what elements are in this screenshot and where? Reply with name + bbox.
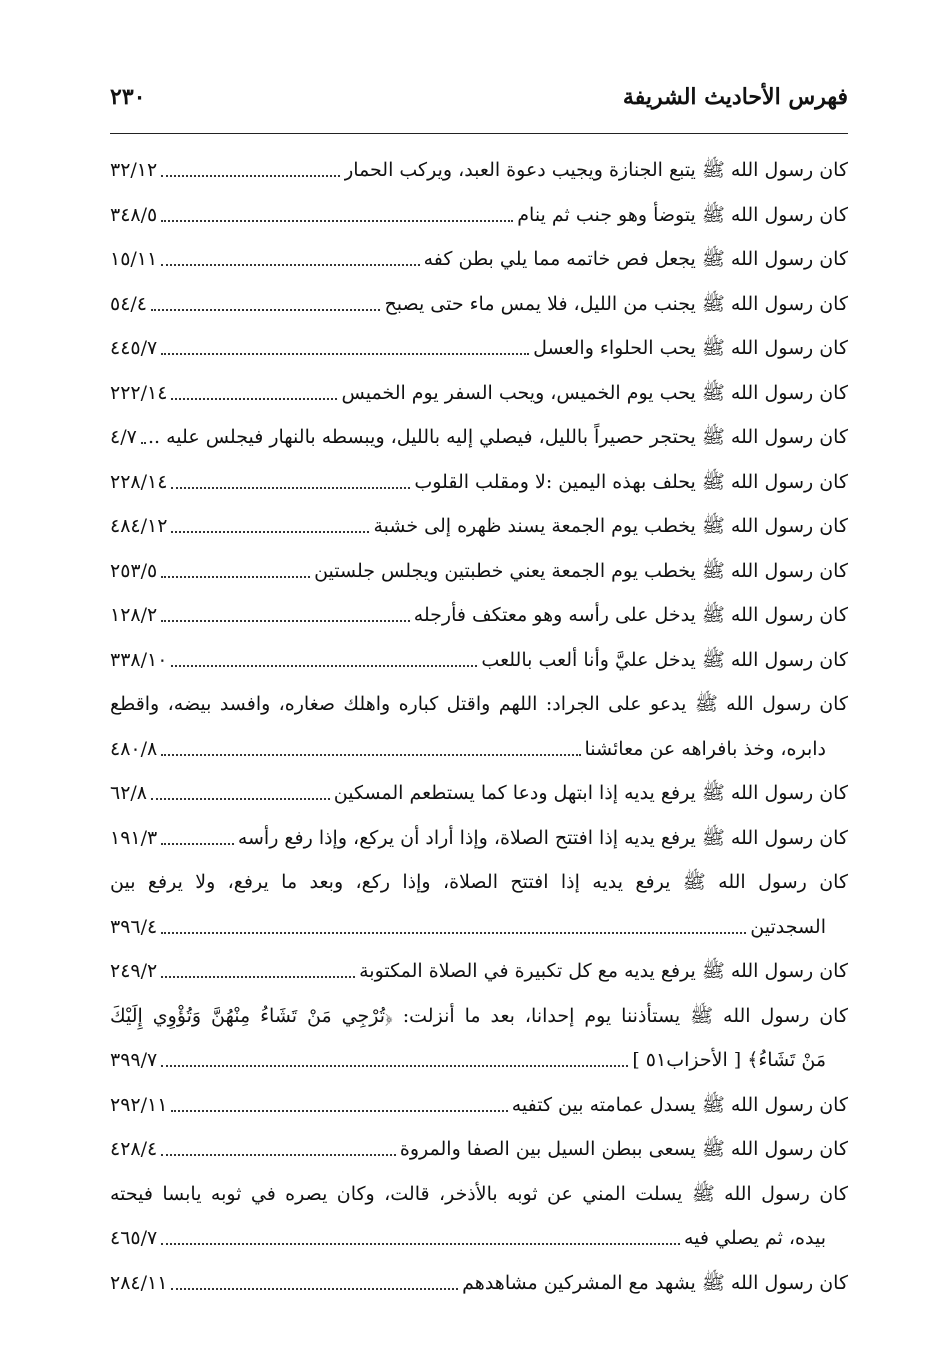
entry-continuation-line	[110, 1216, 848, 1261]
index-entry	[110, 949, 848, 994]
entry-line	[110, 1261, 848, 1306]
entry-line	[110, 816, 848, 861]
volume-page-reference: ٤٦٥/٧	[110, 1227, 158, 1249]
volume-page-reference: ٣٩٩/٧	[110, 1049, 158, 1071]
hadith-text: كان رسول الله ﷺ يجعل فص خاتمه مما يلي بطن كفه	[423, 248, 848, 270]
entry-line	[110, 326, 848, 371]
hadith-text: مَنْ تَشَاءُ﴾ [ الأحزاب٥١ ]	[632, 1049, 826, 1071]
dot-leader	[161, 620, 409, 622]
entry-line	[110, 1083, 848, 1128]
dot-leader	[161, 1065, 628, 1067]
volume-page-reference: ٤٤٥/٧	[110, 337, 158, 359]
entry-line	[110, 237, 848, 282]
dot-leader	[161, 1154, 396, 1156]
entry-line	[110, 994, 848, 1039]
page-title: فهرس الأحاديث الشريفة	[622, 84, 848, 110]
hadith-text: كان رسول الله ﷺ يتبع الجنازة ويجيب دعوة العبد، ويركب الحمار	[344, 159, 848, 181]
volume-page-reference: ٤٨٤/١٢	[110, 515, 168, 537]
entry-line	[110, 1127, 848, 1172]
hadith-text: كان رسول الله ﷺ يدخل عليَّ وأنا ألعب باللعب	[481, 648, 848, 671]
hadith-text: كان رسول الله ﷺ يرفع يديه إذا افتتح الصلاة، وإذا ركع، وبعد ما يرفع، ولا يرفع بين	[110, 871, 848, 893]
index-entry	[110, 1127, 848, 1172]
entry-line	[110, 860, 848, 905]
hadith-text: كان رسول الله ﷺ يرفع يديه مع كل تكبيرة في الصلاة المكتوبة	[359, 960, 848, 982]
entry-line	[110, 949, 848, 994]
entry-line	[110, 1172, 848, 1217]
hadith-text: كان رسول الله ﷺ يسدل عمامته بين كتفيه	[511, 1093, 848, 1116]
dot-leader	[161, 220, 513, 222]
hadith-text: بيده، ثم يصلي فيه	[683, 1227, 826, 1249]
hadith-text: كان رسول الله ﷺ يحب الحلواء والعسل	[533, 337, 848, 359]
dot-leader	[161, 1243, 680, 1245]
index-entry	[110, 237, 848, 282]
index-entry	[110, 326, 848, 371]
hadith-text: كان رسول الله ﷺ يحتجر حصيراً بالليل، فيصلي إليه بالليل، ويبسطه بالنهار فيجلس عليه ..	[148, 426, 848, 448]
dot-leader	[171, 531, 369, 533]
volume-page-reference: ٢٢٢/١٤	[110, 381, 168, 404]
hadith-text: كان رسول الله ﷺ يحلف بهذه اليمين :لا ومقلب القلوب	[414, 470, 848, 493]
index-entry	[110, 593, 848, 638]
dot-leader	[151, 798, 330, 800]
hadith-index-list	[110, 148, 848, 1305]
hadith-text: كان رسول الله ﷺ يسعى ببطن السيل بين الصفا والمروة	[399, 1138, 848, 1160]
dot-leader	[161, 353, 529, 355]
hadith-text: كان رسول الله ﷺ يدخل على رأسه وهو معتكف فأرجله	[413, 604, 848, 626]
entry-continuation-line	[110, 727, 848, 772]
index-entry	[110, 816, 848, 861]
volume-page-reference: ٢٥٣/٥	[110, 559, 158, 582]
hadith-text: كان رسول الله ﷺ يسلت المني عن ثوبه بالأذخر، قالت، وكان يصره في ثوبه يابسا فيحته	[110, 1182, 848, 1205]
dot-leader	[171, 398, 337, 400]
page-header	[110, 72, 848, 122]
entry-line	[110, 415, 848, 460]
hadith-text: كان رسول الله ﷺ يجنب من الليل، فلا يمس ماء حتى يصبح	[384, 292, 848, 315]
header-rule	[110, 133, 848, 134]
entry-line	[110, 593, 848, 638]
hadith-text: كان رسول الله ﷺ يتوضأ وهو جنب ثم ينام	[517, 203, 848, 226]
index-entry	[110, 638, 848, 683]
index-entry	[110, 994, 848, 1083]
volume-page-reference: ٣٣٨/١٠	[110, 648, 168, 671]
volume-page-reference: ١٢٨/٢	[110, 604, 158, 626]
entry-line	[110, 771, 848, 816]
index-entry	[110, 282, 848, 327]
hadith-text: كان رسول الله ﷺ يدعو على الجراد: اللهم واقتل كباره واهلك صغاره، وافسد بيضه، واقطع	[110, 693, 848, 715]
hadith-text: كان رسول الله ﷺ يخطب يوم الجمعة يعني خطبتين ويجلس جلستين	[314, 559, 848, 582]
dot-leader	[151, 309, 380, 311]
index-entry	[110, 460, 848, 505]
index-entry	[110, 1083, 848, 1128]
hadith-text: كان رسول الله ﷺ يحب يوم الخميس، ويحب السفر يوم الخميس	[341, 381, 848, 404]
entry-line	[110, 638, 848, 683]
volume-page-reference: ٦٢/٨	[110, 782, 148, 804]
index-entry	[110, 1172, 848, 1261]
index-entry	[110, 148, 848, 193]
dot-leader	[171, 665, 477, 667]
index-entry	[110, 771, 848, 816]
dot-leader	[161, 843, 234, 845]
index-entry	[110, 504, 848, 549]
entry-continuation-line	[110, 1038, 848, 1083]
index-entry	[110, 415, 848, 460]
volume-page-reference: ٥٤/٤	[110, 292, 148, 315]
dot-leader	[161, 754, 580, 756]
hadith-text: كان رسول الله ﷺ يرفع يديه إذا ابتهل ودعا كما يستطعم المسكين	[333, 782, 848, 804]
index-entry	[110, 682, 848, 771]
volume-page-reference: ١٩١/٣	[110, 826, 158, 849]
hadith-text: كان رسول الله ﷺ يخطب يوم الجمعة يسند ظهره إلى خشبة	[373, 515, 848, 537]
entry-line	[110, 282, 848, 327]
dot-leader	[171, 487, 410, 489]
hadith-text: كان رسول الله ﷺ يرفع يديه إذا افتتح الصلاة، وإذا أراد أن يركع، وإذا رفع رأسه	[237, 826, 848, 849]
dot-leader	[161, 932, 746, 934]
entry-line	[110, 504, 848, 549]
entry-line	[110, 193, 848, 238]
dot-leader	[171, 1110, 507, 1112]
entry-line	[110, 371, 848, 416]
volume-page-reference: ٢٢٨/١٤	[110, 470, 168, 493]
volume-page-reference: ٢٨٤/١١	[110, 1271, 168, 1294]
volume-page-reference: ٣٢/١٢	[110, 159, 158, 181]
index-entry	[110, 860, 848, 949]
dot-leader	[161, 175, 340, 177]
index-entry	[110, 371, 848, 416]
volume-page-reference: ٣٩٦/٤	[110, 915, 158, 938]
dot-leader	[161, 264, 419, 266]
entry-line	[110, 682, 848, 727]
index-entry	[110, 549, 848, 594]
volume-page-reference: ٣٤٨/٥	[110, 203, 158, 226]
dot-leader	[141, 442, 144, 444]
volume-page-reference: ٤٢٨/٤	[110, 1138, 158, 1160]
hadith-text: السجدتين	[750, 915, 826, 938]
index-entry	[110, 1261, 848, 1306]
dot-leader	[161, 976, 355, 978]
entry-line	[110, 148, 848, 193]
volume-page-reference: ٢٩٢/١١	[110, 1093, 168, 1116]
hadith-text: دابره، وخذ بافراهه عن معائشنا	[584, 737, 826, 760]
entry-line	[110, 549, 848, 594]
hadith-text: كان رسول الله ﷺ يشهد مع المشركين مشاهدهم	[462, 1271, 848, 1294]
volume-page-reference: ١٥/١١	[110, 248, 158, 270]
index-entry	[110, 193, 848, 238]
entry-line	[110, 460, 848, 505]
entry-continuation-line	[110, 905, 848, 950]
page-number: ٢٣٠	[110, 84, 146, 110]
dot-leader	[161, 576, 310, 578]
volume-page-reference: ٤/٧	[110, 426, 137, 448]
volume-page-reference: ٢٤٩/٢	[110, 960, 158, 982]
dot-leader	[171, 1288, 458, 1290]
hadith-text: كان رسول الله ﷺ يستأذننا يوم إحدانا، بعد ما أنزلت: ﴿تُرْجِي مَنْ تَشَاءُ مِنْهُنَّ وَتُؤْوِي إِلَيْكَ	[110, 1004, 848, 1027]
volume-page-reference: ٤٨٠/٨	[110, 737, 158, 760]
